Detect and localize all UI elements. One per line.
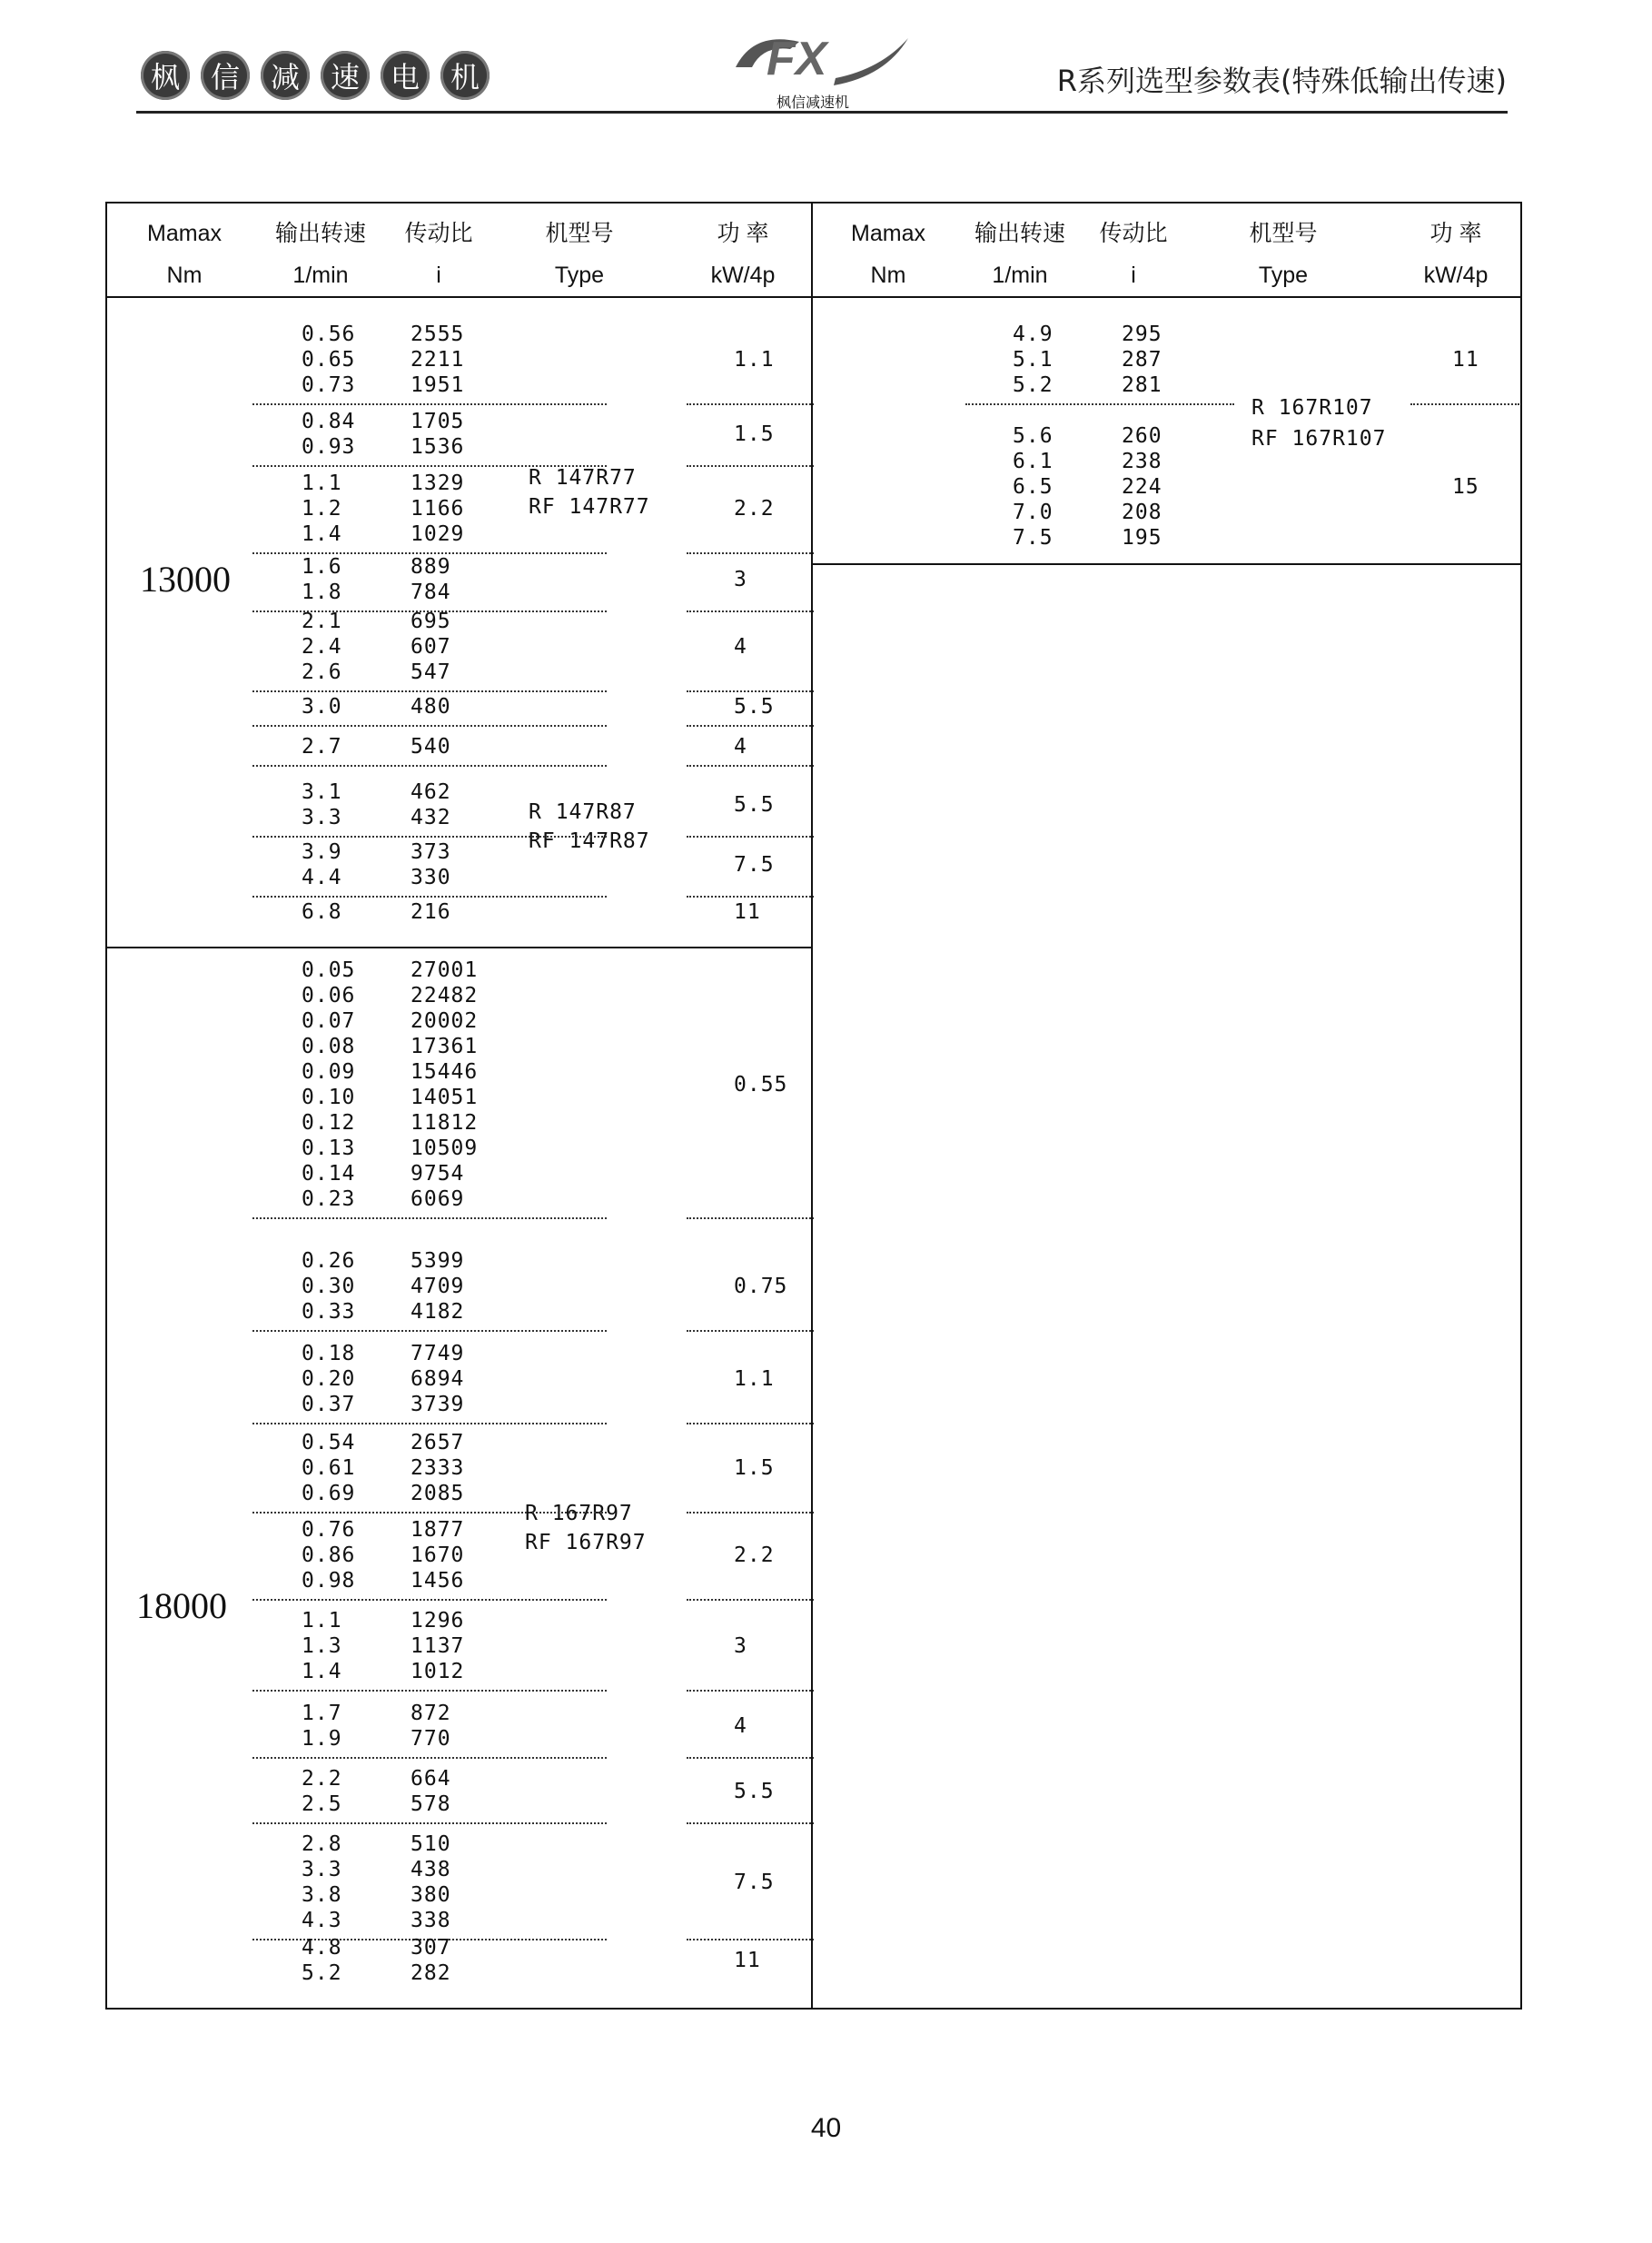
col-header-line: 输出转速: [274, 221, 366, 246]
col-header-line: 输出转速: [974, 221, 1065, 246]
speed-value: 0.73: [302, 373, 356, 397]
speed-value: 3.3: [302, 806, 342, 829]
ratio-value: 22482: [411, 984, 479, 1007]
power-value: 0.75: [734, 1275, 788, 1298]
ratio-value: 547: [411, 660, 451, 684]
col-header-type: [1202, 213, 1365, 296]
ratio-value: 2333: [411, 1456, 465, 1480]
ratio-value: 1296: [411, 1609, 465, 1633]
power-value: 1.5: [734, 422, 775, 446]
col-header-line: Mamax: [147, 221, 222, 246]
row-separator: [252, 896, 607, 898]
speed-value: 0.26: [302, 1249, 356, 1273]
ratio-value: 1536: [411, 435, 465, 459]
group-divider: [107, 947, 813, 948]
ratio-value: 438: [411, 1858, 451, 1881]
speed-value: 2.4: [302, 635, 342, 659]
speed-value: 2.6: [302, 660, 342, 684]
power-value: 1.5: [734, 1456, 775, 1480]
type-label: [525, 1499, 647, 1557]
col-header-line: 1/min: [992, 263, 1048, 288]
torque-value: 13000: [140, 559, 231, 600]
col-header-line: 1/min: [292, 263, 349, 288]
speed-value: 1.9: [302, 1727, 342, 1751]
row-separator: [687, 690, 814, 692]
row-separator: [687, 1330, 814, 1332]
ratio-value: 664: [411, 1767, 451, 1791]
row-separator: [252, 1423, 607, 1424]
ratio-value: 216: [411, 900, 451, 924]
header-divider: [811, 296, 1520, 298]
ratio-value: 4182: [411, 1300, 465, 1324]
speed-value: 3.9: [302, 840, 342, 864]
speed-value: 2.1: [302, 610, 342, 633]
document-title: R系列选型参数表(特殊低输出传速): [1056, 64, 1507, 98]
speed-value: 1.2: [302, 497, 342, 521]
ratio-value: 540: [411, 735, 451, 759]
col-header-line: Mamax: [851, 221, 925, 246]
row-separator: [252, 1757, 607, 1759]
speed-value: 0.61: [302, 1456, 356, 1480]
ratio-value: 3739: [411, 1393, 465, 1416]
speed-value: 0.86: [302, 1543, 356, 1567]
speed-value: 0.13: [302, 1136, 356, 1160]
col-header-power: [1401, 213, 1510, 296]
ratio-value: 695: [411, 610, 451, 633]
row-separator: [687, 1822, 814, 1824]
row-separator: [252, 1330, 607, 1332]
ratio-value: 14051: [411, 1086, 479, 1109]
speed-value: 1.6: [302, 555, 342, 579]
speed-value: 5.6: [1013, 424, 1054, 448]
row-separator: [687, 610, 814, 612]
speed-value: 0.09: [302, 1060, 356, 1084]
speed-value: 0.07: [302, 1009, 356, 1033]
ratio-value: 607: [411, 635, 451, 659]
speed-value: 0.06: [302, 984, 356, 1007]
row-separator: [687, 1217, 814, 1219]
speed-value: 1.3: [302, 1634, 342, 1658]
ratio-value: 208: [1122, 501, 1162, 524]
ratio-value: 238: [1122, 450, 1162, 473]
brand-char: 电: [381, 51, 430, 100]
speed-value: 0.56: [302, 323, 356, 346]
ratio-value: 1137: [411, 1634, 465, 1658]
ratio-value: 510: [411, 1832, 451, 1856]
speed-value: 2.2: [302, 1767, 342, 1791]
ratio-value: 27001: [411, 958, 479, 982]
type-line: RF 147R87: [529, 829, 650, 853]
speed-value: 7.5: [1013, 526, 1054, 550]
ratio-value: 195: [1122, 526, 1162, 550]
power-value: 3: [734, 568, 747, 591]
ratio-value: 2555: [411, 323, 465, 346]
col-header-line: Type: [1258, 263, 1309, 288]
col-header-ratio: [380, 213, 498, 296]
speed-value: 4.9: [1013, 323, 1054, 346]
ratio-value: 6894: [411, 1367, 465, 1391]
row-separator: [687, 1690, 814, 1692]
ratio-value: 15446: [411, 1060, 479, 1084]
ratio-value: 282: [411, 1961, 451, 1985]
ratio-value: 872: [411, 1702, 451, 1725]
ratio-value: 9754: [411, 1162, 465, 1186]
speed-value: 1.4: [302, 1660, 342, 1683]
row-separator: [252, 1512, 607, 1514]
col-header-line: 传动比: [404, 221, 473, 246]
ratio-value: 281: [1122, 373, 1162, 397]
col-header-type: [498, 213, 661, 296]
ratio-value: 462: [411, 780, 451, 804]
power-value: 4: [734, 735, 747, 759]
speed-value: 0.37: [302, 1393, 356, 1416]
col-header-line: 机型号: [545, 221, 614, 246]
left-table: [105, 202, 813, 2010]
ratio-value: 1029: [411, 522, 465, 546]
row-separator: [252, 403, 607, 405]
power-value: 5.5: [734, 695, 775, 719]
speed-value: 0.14: [302, 1162, 356, 1186]
row-separator: [252, 1690, 607, 1692]
type-line: R 167R97: [525, 1502, 633, 1525]
speed-value: 1.8: [302, 581, 342, 604]
speed-value: 3.3: [302, 1858, 342, 1881]
power-value: 5.5: [734, 1780, 775, 1803]
ratio-value: 1012: [411, 1660, 465, 1683]
ratio-value: 17361: [411, 1035, 479, 1058]
row-separator: [252, 1217, 607, 1219]
ratio-value: 20002: [411, 1009, 479, 1033]
speed-value: 6.8: [302, 900, 342, 924]
row-separator: [252, 725, 607, 727]
ratio-value: 2657: [411, 1431, 465, 1454]
ratio-value: 889: [411, 555, 451, 579]
ratio-value: 287: [1122, 348, 1162, 372]
col-header-ratio: [1074, 213, 1192, 296]
col-header-line: 功 率: [1429, 221, 1482, 246]
speed-value: 4.3: [302, 1909, 342, 1932]
brand-char: 减: [261, 51, 310, 100]
power-value: 11: [734, 900, 761, 924]
ratio-value: 11812: [411, 1111, 479, 1135]
ratio-value: 6069: [411, 1187, 465, 1211]
ratio-value: 330: [411, 866, 451, 889]
row-separator: [687, 552, 814, 554]
ratio-value: 770: [411, 1727, 451, 1751]
row-separator: [252, 765, 607, 767]
power-value: 4: [734, 1714, 747, 1738]
page-number: 40: [810, 2113, 842, 2143]
speed-value: 5.1: [1013, 348, 1054, 372]
brand-badges: [141, 51, 490, 100]
speed-value: 0.18: [302, 1342, 356, 1365]
speed-value: 0.08: [302, 1035, 356, 1058]
brand-char: 机: [440, 51, 490, 100]
col-header-speed: [262, 213, 380, 296]
row-separator: [687, 725, 814, 727]
speed-value: 0.33: [302, 1300, 356, 1324]
speed-value: 7.0: [1013, 501, 1054, 524]
ratio-value: 1166: [411, 497, 465, 521]
type-line: R 147R77: [529, 466, 637, 490]
ratio-value: 373: [411, 840, 451, 864]
type-line: RF 167R97: [525, 1531, 647, 1554]
header-rule: [136, 111, 1508, 114]
company-logo: [727, 22, 917, 109]
type-line: RF 147R77: [529, 495, 650, 519]
torque-value: 18000: [136, 1585, 227, 1626]
ratio-value: 2085: [411, 1482, 465, 1505]
speed-value: 5.2: [1013, 373, 1054, 397]
power-value: 7.5: [734, 1871, 775, 1894]
power-value: 7.5: [734, 853, 775, 877]
col-header-line: kW/4p: [710, 263, 776, 288]
speed-value: 0.98: [302, 1569, 356, 1593]
row-separator: [687, 465, 814, 467]
col-header-power: [688, 213, 797, 296]
ratio-value: 1705: [411, 410, 465, 433]
ratio-value: 295: [1122, 323, 1162, 346]
ratio-value: 784: [411, 581, 451, 604]
brand-char: 枫: [141, 51, 190, 100]
power-value: 11: [734, 1949, 761, 1972]
power-value: 4: [734, 635, 747, 659]
col-header-line: Nm: [166, 263, 203, 288]
ratio-value: 224: [1122, 475, 1162, 499]
power-value: 2.2: [734, 497, 775, 521]
speed-value: 5.2: [302, 1961, 342, 1985]
group-divider: [811, 563, 1520, 565]
speed-value: 2.7: [302, 735, 342, 759]
ratio-value: 380: [411, 1883, 451, 1907]
speed-value: 4.8: [302, 1936, 342, 1960]
header-divider: [107, 296, 811, 298]
ratio-value: 5399: [411, 1249, 465, 1273]
speed-value: 4.4: [302, 866, 342, 889]
ratio-value: 1951: [411, 373, 465, 397]
col-header-speed: [961, 213, 1079, 296]
speed-value: 0.05: [302, 958, 356, 982]
right-table: [811, 202, 1522, 2010]
ratio-value: 4709: [411, 1275, 465, 1298]
speed-value: 2.8: [302, 1832, 342, 1856]
power-value: 5.5: [734, 793, 775, 817]
speed-value: 0.84: [302, 410, 356, 433]
row-separator: [252, 836, 607, 838]
type-line: RF 167R107: [1251, 427, 1387, 451]
speed-value: 3.8: [302, 1883, 342, 1907]
speed-value: 3.0: [302, 695, 342, 719]
logo-graphic: [727, 22, 917, 94]
power-value: 0.55: [734, 1073, 788, 1097]
speed-value: 2.5: [302, 1792, 342, 1816]
row-separator: [252, 1822, 607, 1824]
row-separator: [1410, 403, 1519, 405]
ratio-value: 307: [411, 1936, 451, 1960]
col-header-torque: [811, 213, 965, 296]
power-value: 1.1: [734, 1367, 775, 1391]
speed-value: 6.5: [1013, 475, 1054, 499]
speed-value: 1.1: [302, 1609, 342, 1633]
col-header-line: 传动比: [1099, 221, 1168, 246]
brand-char: 速: [321, 51, 370, 100]
row-separator: [252, 1599, 607, 1601]
ratio-value: 260: [1122, 424, 1162, 448]
row-separator: [687, 765, 814, 767]
speed-value: 0.65: [302, 348, 356, 372]
row-separator: [687, 403, 814, 405]
brand-char: 信: [201, 51, 250, 100]
row-separator: [252, 465, 607, 467]
col-header-line: 功 率: [717, 221, 769, 246]
logo-text: FX: [767, 33, 827, 85]
row-separator: [687, 1599, 814, 1601]
row-separator: [252, 690, 607, 692]
ratio-value: 10509: [411, 1136, 479, 1160]
row-separator: [687, 896, 814, 898]
speed-value: 0.54: [302, 1431, 356, 1454]
speed-value: 1.7: [302, 1702, 342, 1725]
type-line: R 147R87: [529, 800, 637, 824]
type-label: [529, 463, 650, 521]
type-label: [529, 798, 650, 856]
row-separator: [687, 1757, 814, 1759]
power-value: 3: [734, 1634, 747, 1658]
power-value: 15: [1452, 475, 1479, 499]
speed-value: 1.4: [302, 522, 342, 546]
ratio-value: 1670: [411, 1543, 465, 1567]
col-header-line: kW/4p: [1423, 263, 1489, 288]
col-header-line: 机型号: [1249, 221, 1318, 246]
ratio-value: 1329: [411, 471, 465, 495]
ratio-value: 2211: [411, 348, 465, 372]
col-header-line: i: [436, 263, 441, 288]
speed-value: 6.1: [1013, 450, 1054, 473]
speed-value: 0.10: [302, 1086, 356, 1109]
type-label: [1251, 392, 1386, 454]
row-separator: [687, 1939, 814, 1940]
speed-value: 0.93: [302, 435, 356, 459]
logo-subtitle: 枫信减速机: [776, 94, 849, 111]
speed-value: 0.12: [302, 1111, 356, 1135]
speed-value: 0.20: [302, 1367, 356, 1391]
col-header-line: Nm: [870, 263, 906, 288]
ratio-value: 1877: [411, 1518, 465, 1542]
ratio-value: 338: [411, 1909, 451, 1932]
power-value: 11: [1452, 348, 1479, 372]
speed-value: 0.69: [302, 1482, 356, 1505]
ratio-value: 578: [411, 1792, 451, 1816]
speed-value: 1.1: [302, 471, 342, 495]
col-header-line: i: [1131, 263, 1136, 288]
col-header-torque: [107, 213, 262, 296]
speed-value: 0.30: [302, 1275, 356, 1298]
power-value: 1.1: [734, 348, 775, 372]
ratio-value: 480: [411, 695, 451, 719]
speed-value: 3.1: [302, 780, 342, 804]
row-separator: [687, 836, 814, 838]
speed-value: 0.76: [302, 1518, 356, 1542]
row-separator: [687, 1423, 814, 1424]
type-line: R 167R107: [1251, 396, 1373, 420]
ratio-value: 432: [411, 806, 451, 829]
ratio-value: 7749: [411, 1342, 465, 1365]
row-separator: [687, 1512, 814, 1514]
power-value: 2.2: [734, 1543, 775, 1567]
col-header-line: Type: [554, 263, 605, 288]
speed-value: 0.23: [302, 1187, 356, 1211]
row-separator: [965, 403, 1234, 405]
ratio-value: 1456: [411, 1569, 465, 1593]
